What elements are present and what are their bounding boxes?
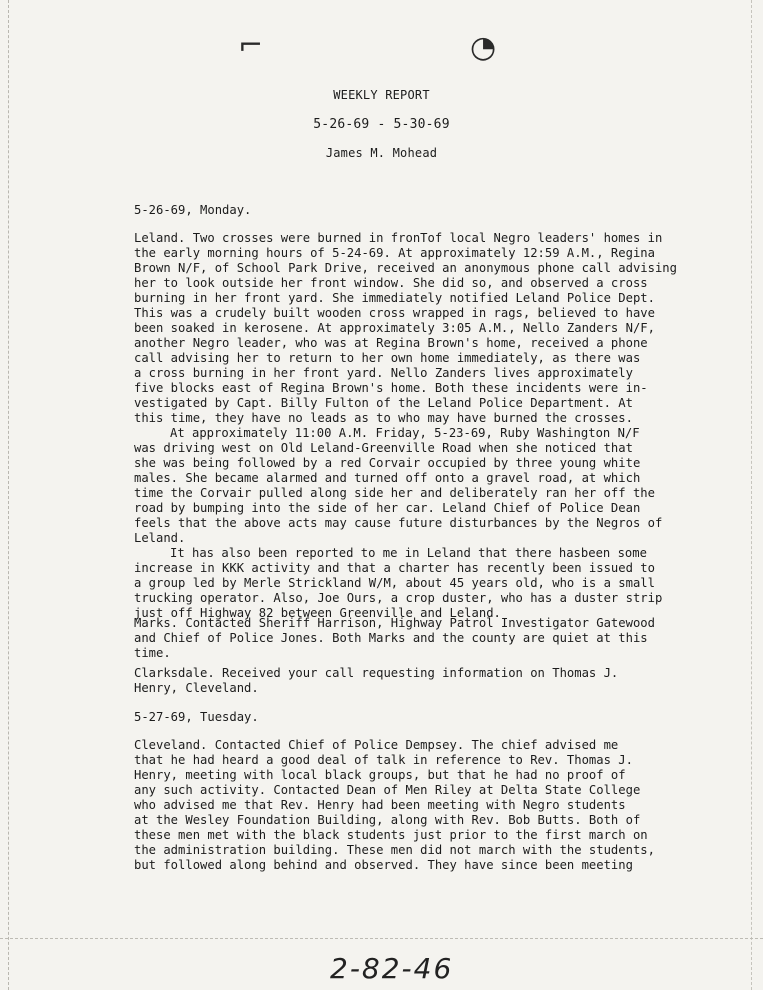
text-line: vestigated by Capt. Billy Fulton of the Leland Police Department. At [134,396,633,410]
text-line: and Chief of Police Jones. Both Marks and the county are quiet at this [134,631,648,645]
text-line: trucking operator. Also, Joe Ours, a crop duster, who has a duster strip [134,591,663,605]
text-line: time the Corvair pulled along side her and deliberately ran her off the [134,486,655,500]
text-line: Henry, Cleveland. [134,681,259,695]
text-line: At approximately 11:00 A.M. Friday, 5-23-69, Ruby Washington N/F [170,426,640,440]
scan-edge-bottom [0,938,763,940]
text-line: her to look outside her front window. She did so, and observed a cross [134,276,648,290]
text-line: was driving west on Old Leland-Greenville Road when she noticed that [134,441,633,455]
text-line: Cleveland. Contacted Chief of Police Dempsey. The chief advised me [134,738,619,752]
cleveland-paragraph [134,738,654,873]
text-line: call advising her to return to her own home immediately, as there was [134,351,641,365]
report-dates: 5-26-69 - 5-30-69 [313,117,450,132]
text-line: but followed along behind and observed. They have since been meeting [134,858,633,872]
text-line: been soaked in kerosene. At approximately 3:05 A.M., Nello Zanders N/F, [134,321,655,335]
text-line: these men met with the black students just prior to the first march on [134,828,648,842]
text-line: Leland. [134,531,186,545]
clarksdale-paragraph [134,666,654,696]
text-line: that he had heard a good deal of talk in reference to Rev. Thomas J. [134,753,633,767]
text-line: who advised me that Rev. Henry had been meeting with Negro students [134,798,626,812]
text-line: the early morning hours of 5-24-69. At approximately 12:59 A.M., Regina [134,246,655,260]
text-line: road by bumping into the side of her car. Leland Chief of Police Dean [134,501,641,515]
leland-paragraph-2 [134,426,663,546]
marks-paragraph [134,616,654,661]
text-line: a group led by Merle Strickland W/M, about 45 years old, who is a small [134,576,655,590]
handwritten-mark-left: ⌐ [238,28,264,63]
text-line: increase in KKK activity and that a charter has recently been issued to [134,561,655,575]
text-line: just off Highway 82 between Greenville and Leland. [134,606,501,620]
day2-heading: 5-27-69, Tuesday. [134,710,259,724]
text-line: feels that the above acts may cause future disturbances by the Negros of [134,516,663,530]
text-line: this time, they have no leads as to who may have burned the crosses. [134,411,633,425]
text-line: Henry, meeting with local black groups, but that he had no proof of [134,768,626,782]
leland-paragraph-3 [134,546,663,621]
text-line: Clarksdale. Received your call requesting information on Thomas J. [134,666,619,680]
text-line: at the Wesley Foundation Building, along with Rev. Bob Butts. Both of [134,813,641,827]
text-line: any such activity. Contacted Dean of Men Riley at Delta State College [134,783,641,797]
day1-heading: 5-26-69, Monday. [134,203,252,217]
text-line: five blocks east of Regina Brown's home. Both these incidents were in- [134,381,648,395]
text-line: time. [134,646,171,660]
text-line: the administration building. These men did not march with the students, [134,843,655,857]
text-line: Leland. Two crosses were burned in fronTof local Negro leaders' homes in [134,231,663,245]
text-line: burning in her front yard. She immediately notified Leland Police Dept. [134,291,655,305]
text-line: This was a crudely built wooden cross wrapped in rags, believed to have [134,306,655,320]
text-line: It has also been reported to me in Leland that there hasbeen some [170,546,647,560]
handwritten-mark-right: ◔ [470,30,497,65]
text-line: a cross burning in her front yard. Nello Zanders lives approximately [134,366,633,380]
report-author: James M. Mohead [325,146,438,160]
text-line: Marks. Contacted Sheriff Harrison, Highway Patrol Investigator Gatewood [134,616,655,630]
report-title: WEEKLY REPORT [333,88,430,102]
leland-paragraph [134,231,677,426]
page-number: 2-82-46 [330,952,454,985]
text-line: males. She became alarmed and turned off onto a gravel road, at which [134,471,641,485]
text-line: another Negro leader, who was at Regina Brown's home, received a phone [134,336,648,350]
text-line: she was being followed by a red Corvair occupied by three young white [134,456,641,470]
text-line: Brown N/F, of School Park Drive, received an anonymous phone call advising [134,261,677,275]
